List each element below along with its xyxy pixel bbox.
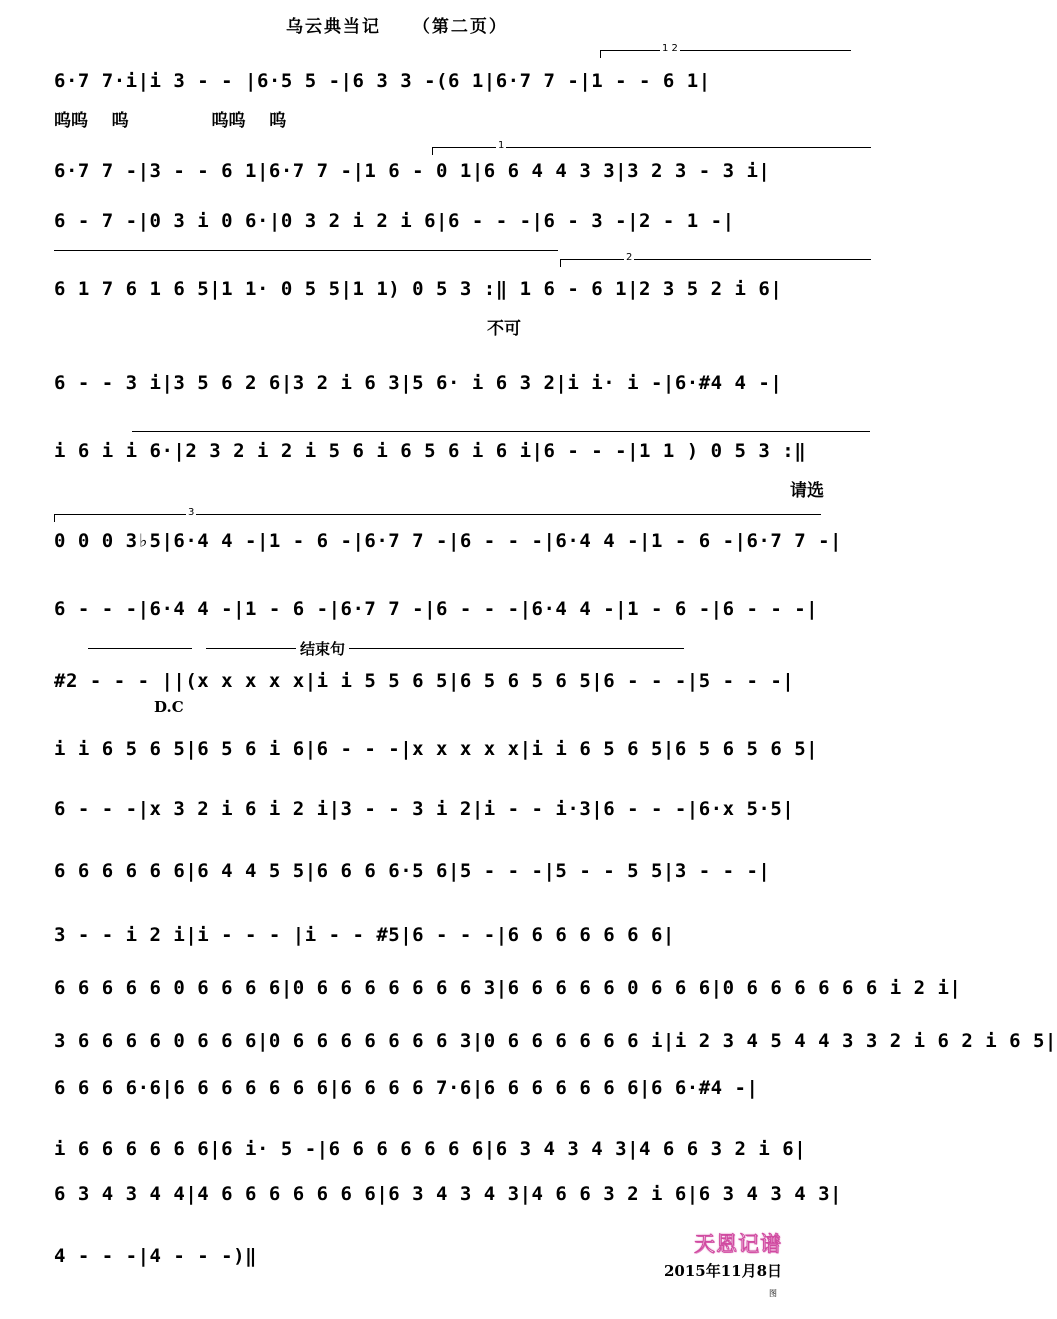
arranger-stamp: 天恩记谱 (694, 1232, 782, 1256)
page-number-label: （第二页） (412, 17, 508, 37)
score-line-2: 6·7 7 -|3 - - 6 1|6·7 7 -|1 6 - 0 1|6 6 4 4 3 3|3 2 3 - 3 i| (54, 160, 771, 182)
lyric-line-1: 呜呜 呜 呜呜 呜 (54, 111, 287, 131)
volta-label-12: 1 2 (662, 43, 678, 54)
score-line-14: 6 6 6 6 6 0 6 6 6 6|0 6 6 6 6 6 6 6 3|6 6 6 6 6 0 6 6 6|0 6 6 6 6 6 6 i 2 i| (54, 977, 962, 999)
score-line-15: 3 6 6 6 6 0 6 6 6|0 6 6 6 6 6 6 6 3|0 6 6 6 6 6 6 i|i 2 3 4 5 4 4 3 3 2 i 6 2 i 6 5| (54, 1030, 1057, 1052)
score-line-17: i 6 6 6 6 6 6|6 i· 5 -|6 6 6 6 6 6 6|6 3 4 3 4 3|4 6 6 3 2 i 6| (54, 1138, 807, 1160)
volta-label-3: 3 (188, 507, 195, 518)
score-line-3: 6 - 7 -|0 3 i 0 6·|0 3 2 i 2 i 6|6 - - -|6 - 3 -|2 - 1 -| (54, 210, 735, 232)
score-line-12: 6 6 6 6 6 6|6 4 4 5 5|6 6 6 6·5 6|5 - - -|5 - - 5 5|3 - - -| (54, 860, 771, 882)
ending-left-line (88, 648, 192, 649)
score-line-7: 0 0 0 3♭5|6·4 4 -|1 - 6 -|6·7 7 -|6 - - -|6·4 4 -|1 - 6 -|6·7 7 -| (54, 530, 842, 552)
volta-2-extension-line (132, 431, 870, 432)
volta-1-extension-line (54, 250, 558, 251)
song-title: 乌云典当记 (286, 17, 381, 37)
ending-phrase-label: 结束句 (296, 638, 349, 659)
volta-bracket-3 (54, 514, 821, 522)
ending-phrase-line (206, 648, 684, 649)
score-line-13: 3 - - i 2 i|i - - - |i - - #5|6 - - -|6 6 6 6 6 6 6| (54, 924, 675, 946)
score-line-18: 6 3 4 3 4 4|4 6 6 6 6 6 6 6|6 3 4 3 4 3|4 6 6 3 2 i 6|6 3 4 3 4 3| (54, 1183, 842, 1205)
score-line-9: #2 - - - ||(x x x x x|i i 5 5 6 5|6 5 6 5 6 5|6 - - -|5 - - -| (54, 670, 795, 692)
volta-label-2: 2 (626, 252, 633, 263)
score-line-8: 6 - - -|6·4 4 -|1 - 6 -|6·7 7 -|6 - - -|6·4 4 -|1 - 6 -|6 - - -| (54, 598, 819, 620)
score-line-1: 6·7 7·i|i 3 - - |6·5 5 -|6 3 3 -(6 1|6·7 7 -|1 - - 6 1| (54, 70, 711, 92)
tiny-mark: 图 (769, 1289, 777, 1298)
score-line-16: 6 6 6 6·6|6 6 6 6 6 6 6|6 6 6 6 7·6|6 6 6 6 6 6 6|6 6·#4 -| (54, 1077, 759, 1099)
score-line-6: i 6 i i 6·|2 3 2 i 2 i 5 6 i 6 5 6 i 6 i|6 - - -|1 1 ) 0 5 3 :‖ (54, 440, 807, 462)
lyric-buke: 不可 (487, 319, 521, 339)
score-line-5: 6 - - 3 i|3 5 6 2 6|3 2 i 6 3|5 6· i 6 3 2|i i· i -|6·#4 4 -| (54, 372, 783, 394)
score-line-11: 6 - - -|x 3 2 i 6 i 2 i|3 - - 3 i 2|i - - i·3|6 - - -|6·x 5·5| (54, 798, 795, 820)
lyric-qingxuan: 请选 (790, 481, 824, 501)
volta-bracket-12 (600, 50, 851, 58)
score-line-19: 4 - - -|4 - - -)‖ (54, 1245, 257, 1267)
date-label: 2015年11月8日 (664, 1262, 783, 1280)
volta-bracket-2 (560, 259, 871, 267)
page-title (286, 12, 508, 37)
dc-mark: D.C (154, 698, 184, 716)
score-line-10: i i 6 5 6 5|6 5 6 i 6|6 - - -|x x x x x|i i 6 5 6 5|6 5 6 5 6 5| (54, 738, 819, 760)
volta-label-1: 1 (498, 140, 505, 151)
score-line-4: 6 1 7 6 1 6 5|1 1· 0 5 5|1 1) 0 5 3 :‖ 1 6 - 6 1|2 3 5 2 i 6| (54, 278, 783, 300)
